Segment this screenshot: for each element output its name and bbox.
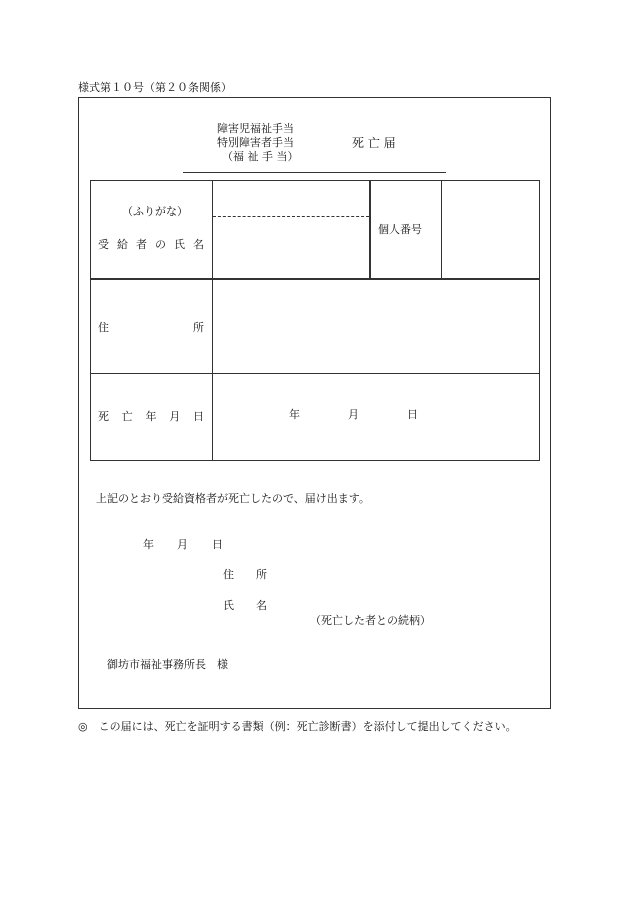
title-underline [183, 172, 446, 173]
death-date-month: 月 [348, 408, 359, 421]
submission-month: 月 [177, 538, 188, 551]
form-number: 様式第１０号（第２０条関係） [78, 81, 232, 94]
recipient-office: 御坊市福祉事務所長 様 [107, 658, 228, 671]
title-line-1: 障害児福祉手当 [217, 122, 294, 135]
footnote: ◎ この届には、死亡を証明する書類（例：死亡診断書）を添付して提出してください。 [78, 720, 517, 733]
furigana-label: （ふりがな） [122, 205, 188, 218]
death-date-year: 年 [289, 408, 300, 421]
applicant-name-label: 氏 名 [223, 599, 267, 612]
submission-year: 年 [143, 538, 154, 551]
applicant-address-label: 住 所 [223, 568, 267, 581]
address-label: 住 所 [98, 321, 204, 334]
declaration-statement: 上記のとおり受給資格者が死亡したので、届け出ます。 [96, 492, 370, 505]
title-line-3: （福 祉 手 当） [222, 150, 299, 163]
recipient-name-label: 受 給 者 の 氏 名 [98, 238, 204, 251]
furigana-divider [213, 216, 369, 217]
document-title: 死 亡 届 [352, 136, 396, 150]
title-line-2: 特別障害者手当 [217, 136, 294, 149]
submission-day: 日 [212, 538, 223, 551]
death-date-day: 日 [407, 408, 418, 421]
relation-note: （死亡した者との続柄） [310, 614, 431, 627]
personal-number-label: 個人番号 [378, 223, 422, 236]
death-date-label: 死 亡 年 月 日 [98, 410, 204, 423]
